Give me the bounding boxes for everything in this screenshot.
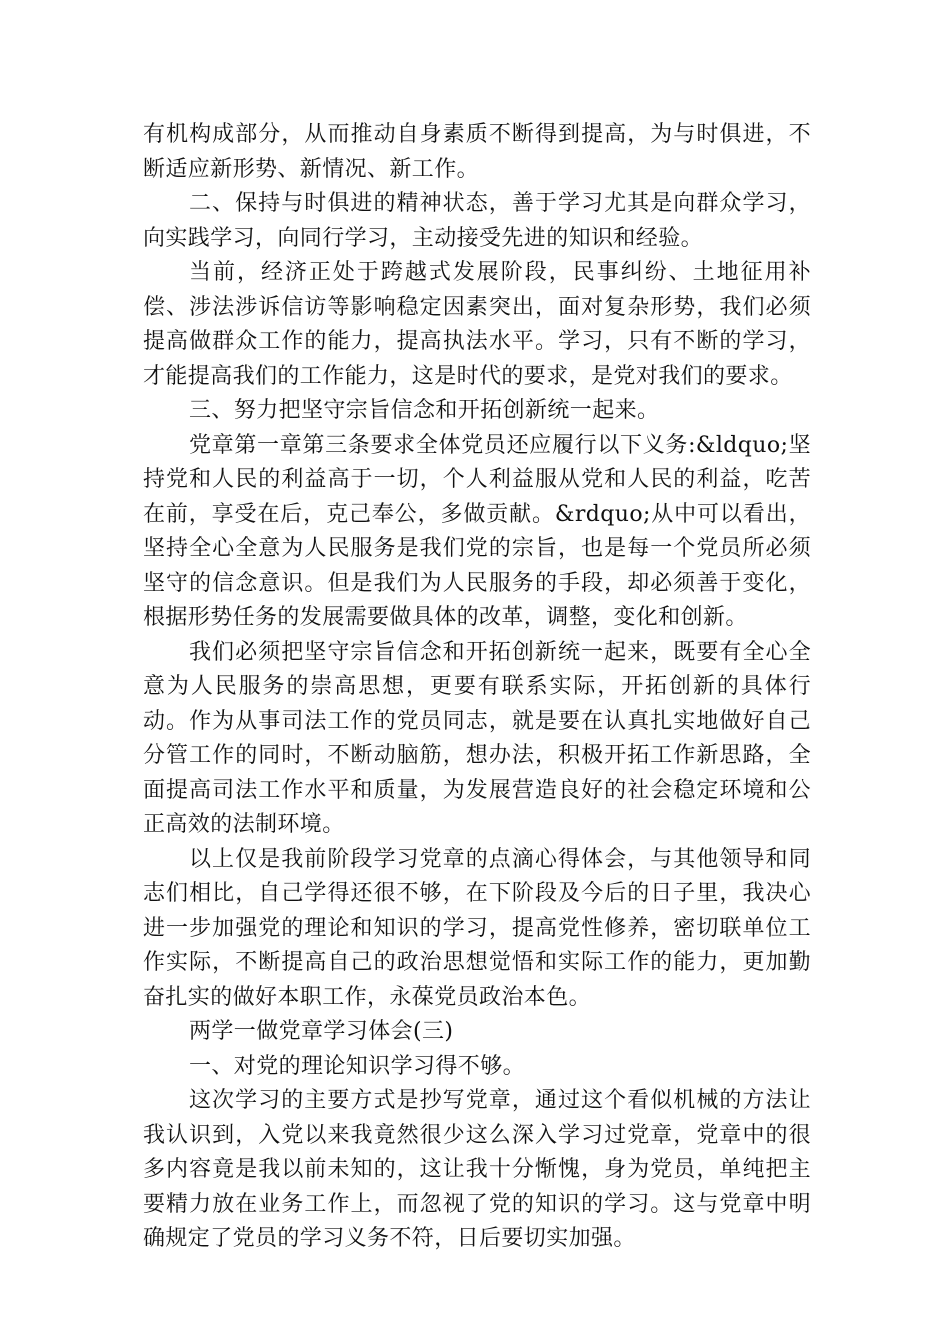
paragraph-party-constitution-duties: 党章第一章第三条要求全体党员还应履行以下义务:&ldquo;坚持党和人民的利益高于一切，个人利益服从党和人民的利益，吃苦在前，享受在后，克己奉公，多做贡献。&rdquo;从中可以看出，坚持全心全意为人民服务是我们党的宗旨，也是每一个党员所必须坚守的信念意识。但是我们为人民服务的手段，却必须善于变化，根据形势任务的发展需要做具体的改革，调整，变化和创新。 xyxy=(143,432,811,630)
paragraph-intro-continuation: 有机构成部分，从而推动自身素质不断得到提高，为与时俱进，不断适应新形势、新情况、新工作。 xyxy=(143,122,811,182)
heading-section-two: 二、保持与时俱进的精神状态，善于学习尤其是向群众学习，向实践学习，向同行学习，主动接受先进的知识和经验。 xyxy=(143,191,811,251)
paragraph-conclusion: 以上仅是我前阶段学习党章的点滴心得体会，与其他领导和同志们相比，自己学得还很不够，在下阶段及今后的日子里，我决心进一步加强党的理论和知识的学习，提高党性修养，密切联单位工作实际，不断提高自己的政治思想觉悟和实际工作的能力，更加勤奋扎实的做好本职工作，永葆党员政治本色。 xyxy=(143,846,811,1010)
paragraph-innovation: 我们必须把坚守宗旨信念和开拓创新统一起来，既要有全心全意为人民服务的崇高思想，更要有联系实际，开拓创新的具体行动。作为从事司法工作的党员同志，就是要在认真扎实地做好自己分管工作的同时，不断动脑筋，想办法，积极开拓工作新思路，全面提高司法工作水平和质量，为发展营造良好的社会稳定环境和公正高效的法制环境。 xyxy=(143,639,811,837)
paragraph-study-method: 这次学习的主要方式是抄写党章，通过这个看似机械的方法让我认识到，入党以来我竟然很少这么深入学习过党章，党章中的很多内容竟是我以前未知的，这让我十分惭愧，身为党员，单纯把主要精力放在业务工作上，而忽视了党的知识的学习。这与党章中明确规定了党员的学习义务不符，日后要切实加强。 xyxy=(143,1088,811,1251)
document-page xyxy=(143,118,811,1257)
subtitle-study-notes-three: 两学一做党章学习体会(三) xyxy=(189,1019,454,1044)
heading-section-three: 三、努力把坚守宗旨信念和开拓创新统一起来。 xyxy=(189,398,660,423)
heading-point-one: 一、对党的理论知识学习得不够。 xyxy=(189,1053,526,1079)
paragraph-current-situation: 当前，经济正处于跨越式发展阶段，民事纠纷、土地征用补偿、涉法涉诉信访等影响稳定因素突出，面对复杂形势，我们必须提高做群众工作的能力，提高执法水平。学习，只有不断的学习，才能提高我们的工作能力，这是时代的要求，是党对我们的要求。 xyxy=(143,260,811,389)
